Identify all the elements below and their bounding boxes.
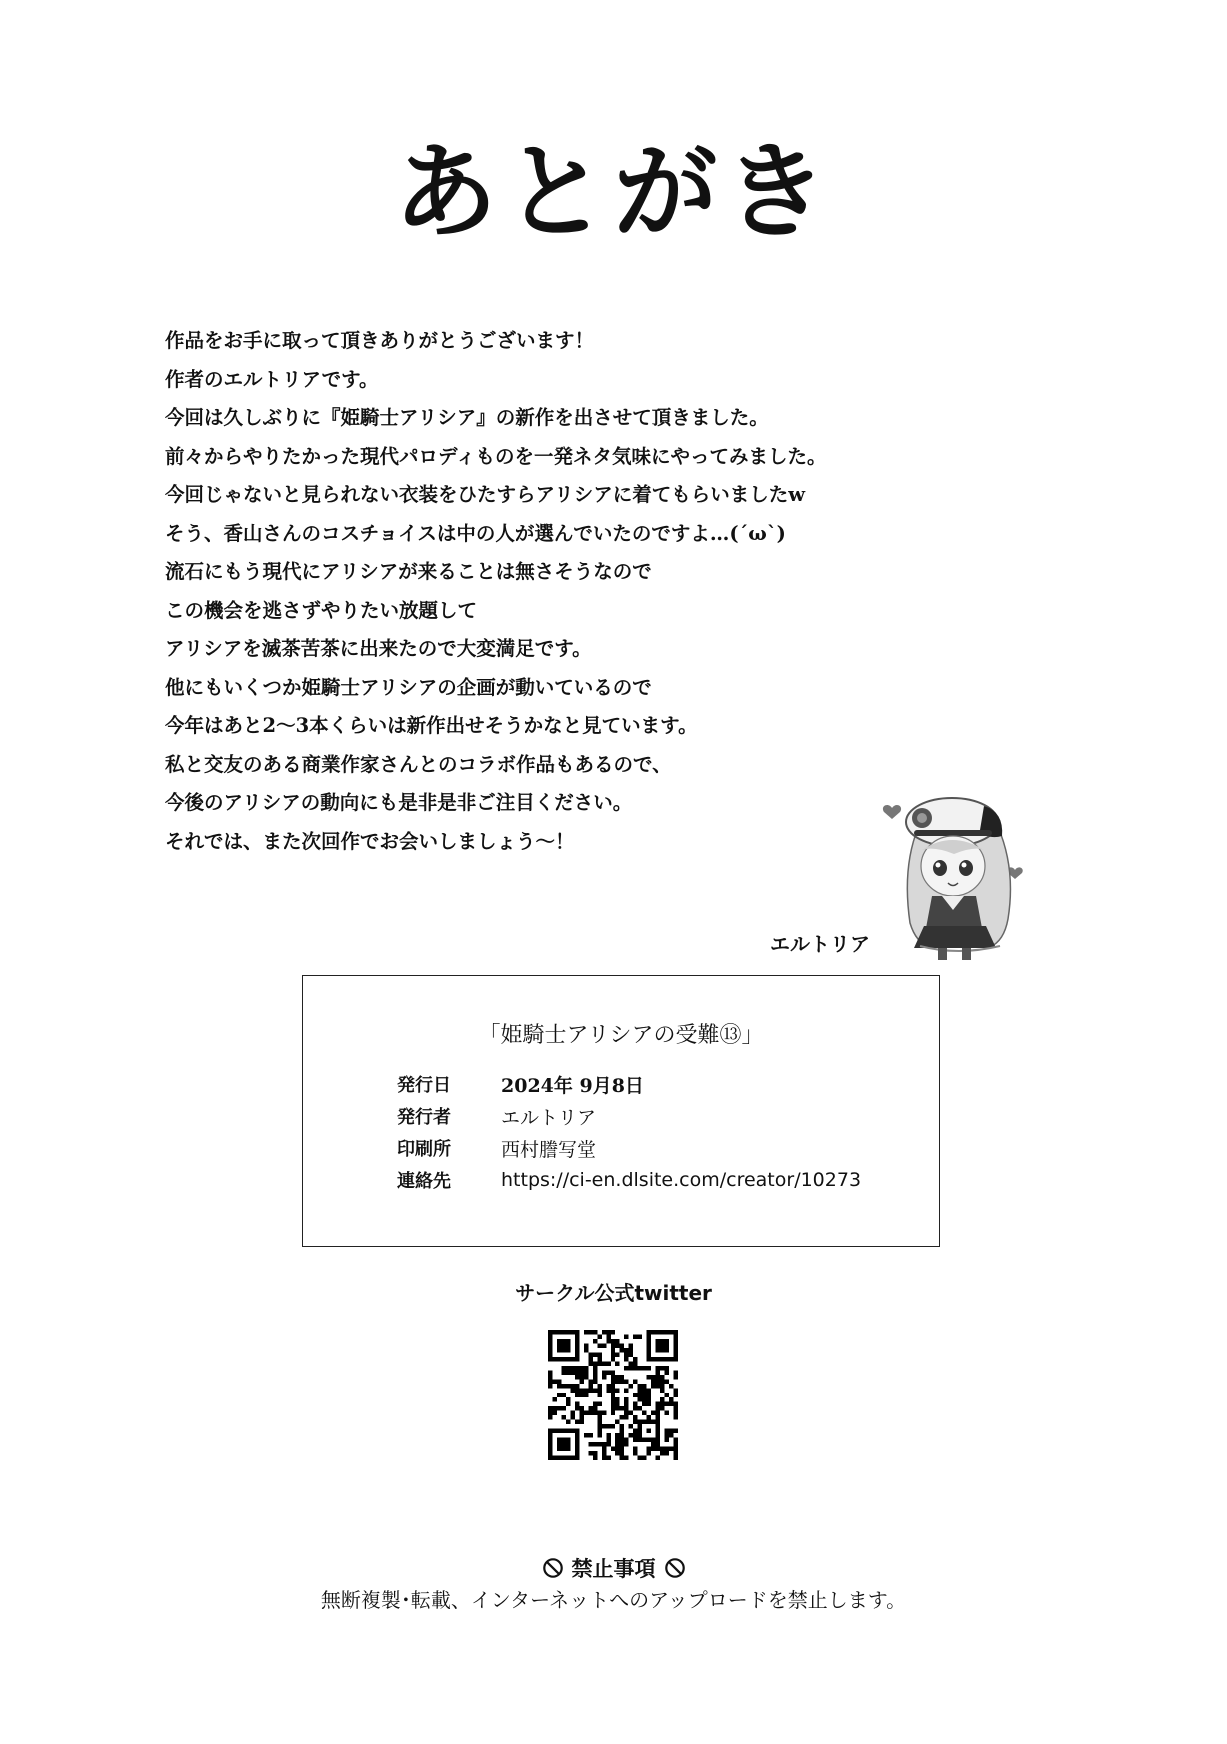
colophon-box [302,975,940,1247]
prohibition-text: 無断複製･転載、インターネットへのアップロードを禁止します。 [320,1588,907,1612]
afterword-line: 今年はあと2～3本くらいは新作出せそうかなと見ています。 [165,714,698,737]
prohibition-heading [0,1553,1227,1583]
contact-link[interactable]: https://ci-en.dlsite.com/creator/10273 [501,1169,862,1191]
no-entry-icon [542,1557,564,1579]
afterword-line: 今回じゃないと見られない衣装をひたすらアリシアに着てもらいましたw [165,483,806,506]
colophon-row-contact [397,1164,861,1196]
prohibition-heading-text: 禁止事項 [571,1557,656,1581]
afterword-line: 私と交友のある商業作家さんとのコラボ作品もあるので、 [165,752,672,776]
afterword-line: 作者のエルトリアです。 [165,367,379,391]
qr-code[interactable] [548,1330,678,1460]
afterword-line: 流石にもう現代にアリシアが来ることは無さそうなので [165,560,652,583]
colophon-value: 西村謄写堂 [501,1138,597,1161]
colophon-label: 印刷所 [397,1139,451,1160]
afterword-line: 作品をお手に取って頂きありがとうございます！ [165,329,595,352]
colophon-label: 発行者 [397,1107,451,1128]
colophon-rows [397,1068,861,1196]
colophon-value: 2024年 9月8日 [501,1074,644,1097]
mascot-illustration [880,788,1030,963]
afterword-line: それでは、また次回作でお会いしましょう～！ [165,829,575,853]
afterword-line: 前々からやりたかった現代パロディものを一発ネタ気味にやってみました。 [165,444,827,468]
afterword-line: 今後のアリシアの動向にも是非是非ご注目ください。 [165,791,633,814]
afterword-line: この機会を逃さずやりたい放題して [165,598,478,622]
no-entry-icon [664,1557,686,1579]
page-title: あとがき [393,130,834,253]
author-signature: エルトリア [770,932,870,956]
colophon-label: 連絡先 [397,1171,451,1192]
afterword-line: そう、香山さんのコスチョイスは中の人が選んでいたのですよ…(´ω`) [165,521,786,545]
colophon-row-printer [397,1132,861,1164]
afterword-text [165,322,925,861]
colophon-row-publisher [397,1100,861,1132]
afterword-line: アリシアを滅茶苦茶に出来たので大変満足です。 [165,637,592,660]
colophon-value: エルトリア [501,1106,597,1129]
afterword-line: 他にもいくつか姫騎士アリシアの企画が動いているので [165,675,652,699]
book-title: 「姫騎士アリシアの受難⑬」 [478,1023,764,1048]
afterword-line: 今回は久しぶりに『姫騎士アリシア』の新作を出させて頂きました。 [165,406,769,429]
colophon-row-date [397,1068,861,1100]
colophon-label: 発行日 [397,1075,451,1096]
circle-twitter-label: サークル公式twitter [515,1281,712,1305]
